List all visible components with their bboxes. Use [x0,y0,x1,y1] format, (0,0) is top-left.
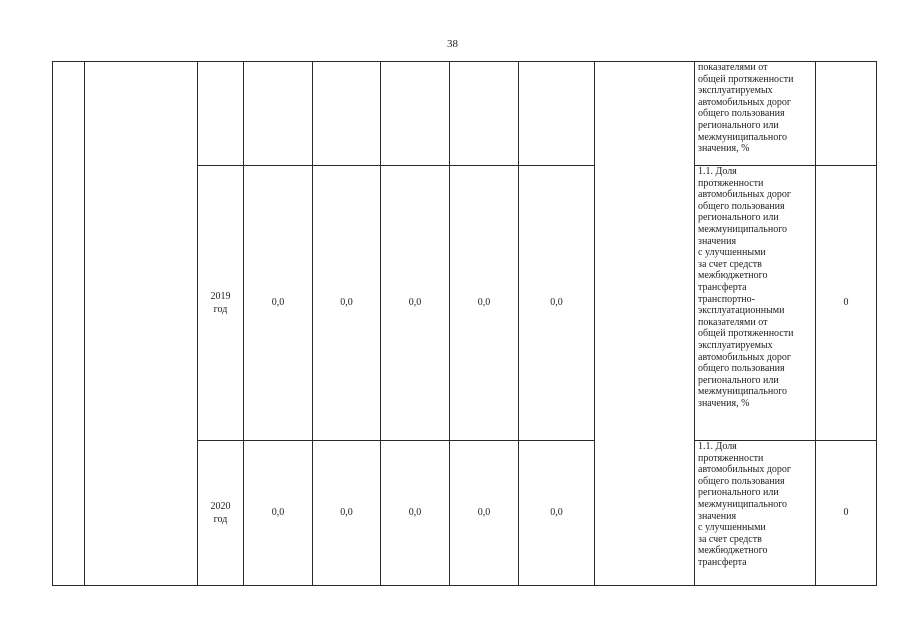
year-cell: 2020 год [198,441,244,586]
value-cell: 0,0 [381,166,450,441]
value-cell: 0,0 [313,166,381,441]
value-cell [450,62,519,166]
value-cell: 0,0 [450,166,519,441]
indicator-description-cell: 1.1. Доля протяженности автомобильных дорог общего пользования регионального или межмуниципального значения с улучшенными за счет средств межбюджетного трансферта [695,441,816,586]
value-cell [519,62,595,166]
value-cell: 0,0 [244,166,313,441]
indicator-description-cell: 1.1. Доля протяженности автомобильных дорог общего пользования регионального или межмуниципального значения с улучшенными за счет средств межбюджетного трансферта транспортно- эксплуатационными показателями от общей протяженности эксплуатируемых автомобильных дорог общего пользования регионального или межмуниципального значения, % [695,166,816,441]
target-value-cell [816,62,877,166]
value-cell [313,62,381,166]
target-value-cell: 0 [816,441,877,586]
value-cell [381,62,450,166]
table-row [53,62,877,166]
year-cell [198,62,244,166]
year-cell: 2019 год [198,166,244,441]
value-cell: 0,0 [519,441,595,586]
responsible-cell [595,62,695,586]
value-cell: 0,0 [519,166,595,441]
value-cell: 0,0 [381,441,450,586]
activity-name-cell [85,62,198,586]
row-number-cell [53,62,85,586]
value-cell [244,62,313,166]
page-number: 38 [447,38,458,50]
value-cell: 0,0 [450,441,519,586]
target-value-cell: 0 [816,166,877,441]
indicator-description-cell: показателями от общей протяженности эксплуатируемых автомобильных дорог общего пользования регионального или межмуниципального значения, % [695,62,816,166]
value-cell: 0,0 [244,441,313,586]
value-cell: 0,0 [313,441,381,586]
indicator-table [52,61,877,586]
